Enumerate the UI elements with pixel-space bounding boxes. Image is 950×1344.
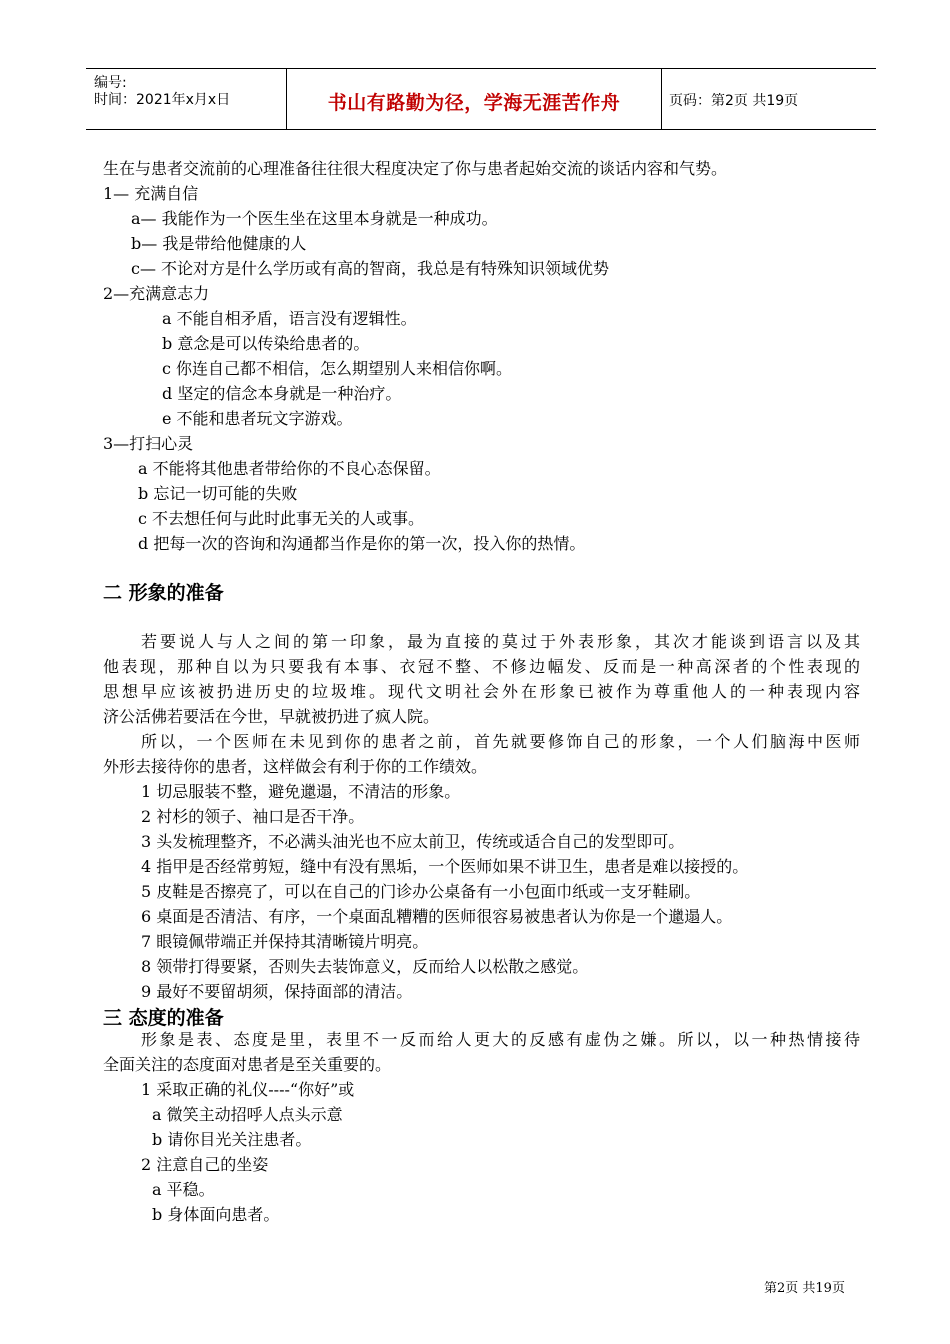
attitude-item-2: 2 注意自己的坐姿 (141, 1155, 269, 1174)
image-item-4: 4 指甲是否经常剪短，缝中有没有黑垢，一个医师如果不讲卫生，患者是难以接授的。 (141, 857, 749, 876)
image-item-1: 1 切忌服装不整，避免邋遢，不清洁的形象。 (141, 782, 461, 801)
image-paragraph1-line3: 思想早应该被扔进历史的垃圾堆。现代文明社会外在形象已被作为尊重他人的一种表现内容 (103, 682, 860, 701)
section2-item-e: e 不能和患者玩文字游戏。 (162, 409, 353, 428)
page-header (86, 68, 876, 130)
footer-page-info: 第2页 共19页 (764, 1281, 845, 1296)
image-item-2: 2 衬杉的领子、袖口是否干净。 (141, 807, 365, 826)
document-date-label: 时间：2021年x月x日 (94, 92, 231, 108)
header-page-info: 页码：第2页 共19页 (669, 93, 799, 109)
attitude-item-1: 1 采取正确的礼仪----“你好”或 (141, 1080, 355, 1099)
header-left-cell (86, 69, 286, 129)
section2-item-b: b 意念是可以传染给患者的。 (162, 334, 370, 353)
image-item-3: 3 头发梳理整齐，不必满头油光也不应太前卫，传统或适合自己的发型即可。 (141, 832, 685, 851)
section2-item-a: a 不能自相矛盾，语言没有逻辑性。 (162, 309, 417, 328)
header-middle-cell (286, 69, 662, 129)
section2-item-c: c 你连自己都不相信，怎么期望别人来相信你啊。 (162, 359, 513, 378)
image-item-6: 6 桌面是否清洁、有序，一个桌面乱糟糟的医师很容易被患者认为你是一个邋遢人。 (141, 907, 733, 926)
heading-attitude-preparation: 三 态度的准备 (103, 1007, 224, 1029)
heading-image-preparation: 二 形象的准备 (103, 582, 224, 604)
section1-item-c: c— 不论对方是什么学历或有高的智商，我总是有特殊知识领域优势 (131, 259, 610, 278)
image-paragraph2-line2: 外形去接待你的患者，这样做会有利于你的工作绩效。 (103, 757, 488, 776)
image-paragraph1-line1: 若要说人与人之间的第一印象，最为直接的莫过于外表形象，其次才能谈到语言以及其 (141, 632, 860, 651)
header-motto: 书山有路勤为径，学海无涯苦作舟 (327, 92, 621, 114)
attitude-paragraph-line2: 全面关注的态度面对患者是至关重要的。 (103, 1055, 392, 1074)
document-code-label: 编号: (94, 75, 127, 91)
attitude-item-2a: a 平稳。 (152, 1180, 215, 1199)
section2-item-d: d 坚定的信念本身就是一种治疗。 (162, 384, 402, 403)
attitude-item-2b: b 身体面向患者。 (152, 1205, 280, 1224)
attitude-item-1a: a 微笑主动招呼人点头示意 (152, 1105, 343, 1124)
image-item-5: 5 皮鞋是否擦亮了，可以在自己的门诊办公桌备有一小包面巾纸或一支牙鞋刷。 (141, 882, 701, 901)
image-item-8: 8 领带打得要紧，否则失去装饰意义，反而给人以松散之感觉。 (141, 957, 589, 976)
header-right-cell (661, 69, 876, 129)
section3-title: 3—打扫心灵 (103, 434, 194, 453)
attitude-item-1b: b 请你目光关注患者。 (152, 1130, 312, 1149)
section1-item-b: b— 我是带给他健康的人 (131, 234, 307, 253)
image-paragraph1-line4: 济公活佛若要活在今世，早就被扔进了疯人院。 (103, 707, 440, 726)
section3-item-b: b 忘记一切可能的失败 (138, 484, 298, 503)
attitude-paragraph-line1: 形象是表、态度是里，表里不一反而给人更大的反感有虚伪之嫌。所以，以一种热情接待 (141, 1030, 860, 1049)
image-item-7: 7 眼镜佩带端正并保持其清晰镜片明亮。 (141, 932, 429, 951)
intro-paragraph: 生在与患者交流前的心理准备往往很大程度决定了你与患者起始交流的谈话内容和气势。 (103, 159, 728, 178)
section1-item-a: a— 我能作为一个医生坐在这里本身就是一种成功。 (131, 209, 498, 228)
image-paragraph1-line2: 他表现，那种自以为只要我有本事、衣冠不整、不修边幅发、反而是一种高深者的个性表现的 (103, 657, 860, 676)
section3-item-a: a 不能将其他患者带给你的不良心态保留。 (138, 459, 441, 478)
section3-item-c: c 不去想任何与此时此事无关的人或事。 (138, 509, 425, 528)
image-item-9: 9 最好不要留胡须，保持面部的清洁。 (141, 982, 413, 1001)
section2-title: 2—充满意志力 (103, 284, 210, 303)
section1-title: 1— 充满自信 (103, 184, 199, 203)
section3-item-d: d 把每一次的咨询和沟通都当作是你的第一次，投入你的热情。 (138, 534, 586, 553)
image-paragraph2-line1: 所以，一个医师在未见到你的患者之前，首先就要修饰自己的形象，一个人们脑海中医师 (141, 732, 860, 751)
